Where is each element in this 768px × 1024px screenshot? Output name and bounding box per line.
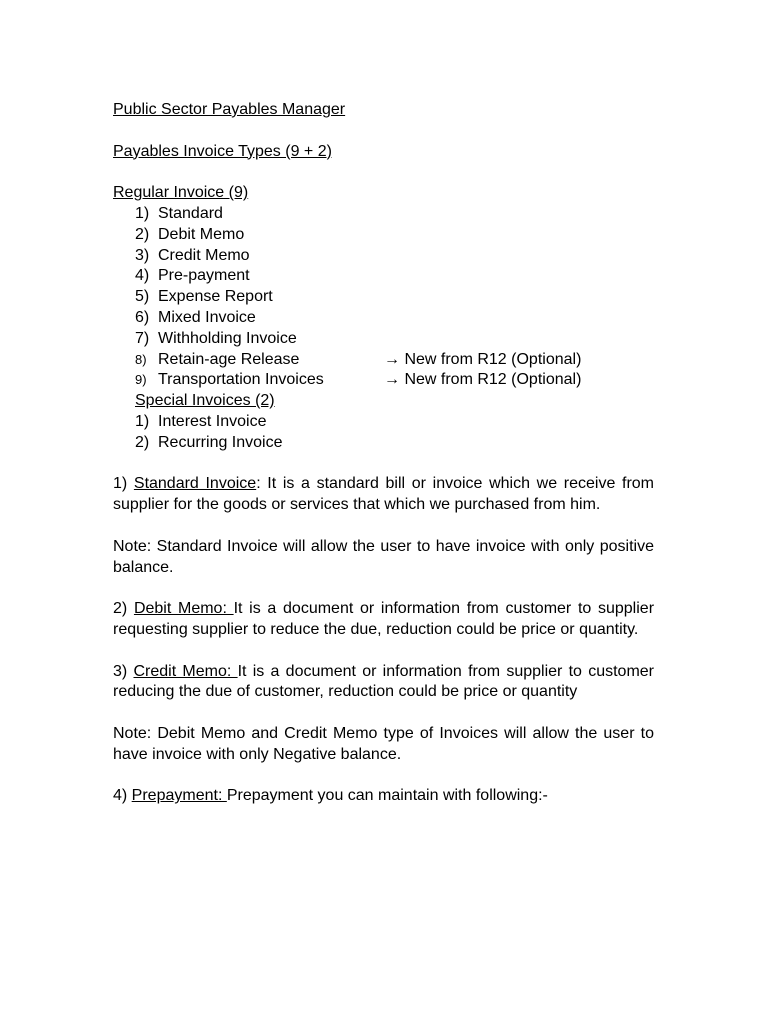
document-body [113,100,654,807]
paragraph-term: Standard Invoice [133,475,257,493]
list-item [135,350,654,371]
list-item [135,412,654,433]
regular-invoice-heading: Regular Invoice (9) [113,184,249,202]
list-item [135,308,654,329]
paragraph-text: It is a document or information from customer to supplier requesting supplier to reduce the due, reduction could be price or quantity. [113,600,655,638]
new-in-r12-note: → New from R12 (Optional) [384,371,582,389]
list-item-number: 4) [135,267,150,285]
list-item-label: Withholding Invoice [158,329,297,347]
paragraph-term: Debit Memo: [133,600,234,618]
list-item-label: Mixed Invoice [158,308,256,326]
paragraph-text: Prepayment you can maintain with following:- [226,787,548,805]
new-in-r12-note: → New from R12 (Optional) [384,350,582,368]
list-item-number: 6) [135,308,150,326]
list-item [135,370,654,391]
list-item-number: 9) [135,372,147,388]
paragraph-number: 2) [113,600,134,618]
paragraph-text: : It is a standard bill or invoice which we receive from supplier for the goods or services that which we purchased from him. [113,475,655,514]
note-paragraph: Note: Standard Invoice will allow the user to have invoice with only positive balance. [113,537,654,576]
note-paragraph: Note: Debit Memo and Credit Memo type of Invoices will allow the user to have invoice with only Negative balance. [113,724,654,763]
list-item-label: Credit Memo [158,246,250,264]
special-invoice-heading: Special Invoices (2) [135,392,275,410]
list-item-number: 2) [135,433,150,451]
prepayment-paragraph [113,786,654,807]
list-item [135,225,654,246]
list-item [135,433,654,454]
list-item-number: 3) [135,246,150,264]
list-item [135,266,654,287]
paragraph-text: It is a document or information from supplier to customer reducing the due of customer, reduction could be price or quantity [113,662,655,701]
paragraph-number: 1) [113,475,134,493]
list-item-label: Expense Report [158,288,273,306]
list-item-number: 1) [135,412,150,430]
list-item-label: Retain-age Release [158,350,300,368]
list-item-number: 1) [135,204,150,222]
list-item-number: 2) [135,225,150,243]
credit-memo-paragraph [113,662,654,704]
page-subtitle: Payables Invoice Types (9 + 2) [113,142,332,160]
paragraph-term: Credit Memo: [133,662,238,680]
paragraph-number: 3) [113,662,134,680]
list-item-number: 5) [135,288,150,306]
list-item-label: Interest Invoice [158,412,267,430]
list-item-label: Recurring Invoice [158,433,283,451]
list-item [135,329,654,350]
page-title: Public Sector Payables Manager [113,101,346,118]
regular-invoice-list [113,204,654,454]
list-item-label: Debit Memo [158,225,245,243]
list-item [135,287,654,308]
standard-invoice-paragraph [113,474,654,516]
list-item [135,204,654,225]
paragraph-term: Prepayment: [131,787,227,805]
list-item-number: 7) [135,329,150,347]
list-item-label: Standard [158,204,223,222]
list-item-number: 8) [135,351,147,367]
list-item-label: Pre-payment [158,267,250,285]
list-item-label: Transportation Invoices [158,371,324,389]
debit-memo-paragraph [113,599,654,641]
paragraph-number: 4) [113,787,132,805]
list-item [135,246,654,267]
